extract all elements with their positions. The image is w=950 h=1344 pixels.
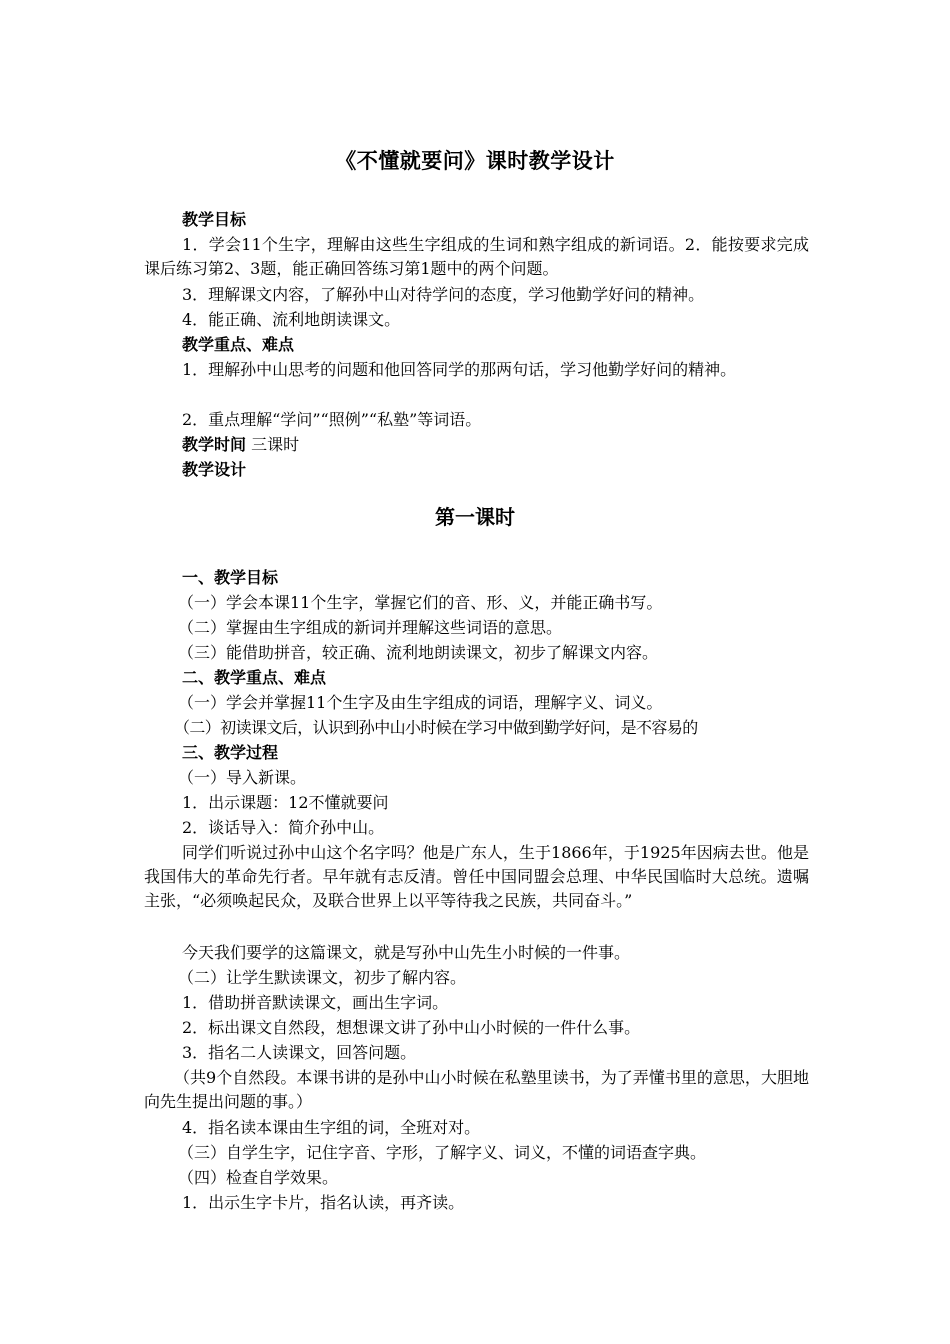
section-1-item-b: （二）掌握由生字组成的新词并理解这些词语的意思。 — [178, 618, 563, 637]
design-heading: 教学设计 — [182, 460, 247, 479]
objectives-item-4: 4．能正确、流利地朗读课文。 — [182, 310, 401, 329]
section-2-heading: 二、教学重点、难点 — [182, 668, 327, 687]
keypoints-heading: 教学重点、难点 — [182, 335, 295, 354]
keypoints-item-2: 2．重点理解“学问”“照例”“私塾”等词语。 — [182, 410, 482, 429]
lesson-title: 第一课时 — [435, 505, 515, 529]
section-2-item-b: （二）初读课文后，认识到孙中山小时候在学习中做到勤学好问，是不容易的 — [174, 718, 698, 737]
section-3-step-2-4: 4．指名读本课由生字组的词，全班对对。 — [182, 1118, 481, 1137]
section-3-step-1: （一）导入新课。 — [178, 768, 307, 787]
section-3-step-4: （四）检查自学效果。 — [178, 1168, 339, 1187]
section-3-step-3: （三）自学生字，记住字音、字形，了解字义、词义，不懂的词语查字典。 — [178, 1143, 707, 1162]
section-3-step-2-3: 3．指名二人读课文，回答问题。 — [182, 1043, 417, 1062]
section-3-step-1-1: 1．出示课题：12不懂就要问 — [182, 793, 389, 812]
document-title: 《不懂就要问》课时教学设计 — [335, 148, 615, 173]
teaching-time-label: 教学时间 — [182, 435, 247, 454]
section-3-step-2-2: 2．标出课文自然段，想想课文讲了孙中山小时候的一件什么事。 — [182, 1018, 641, 1037]
section-1-item-a: （一）学会本课11个生字，掌握它们的音、形、义，并能正确书写。 — [178, 593, 663, 612]
section-3-step-4-1: 1．出示生字卡片，指名认读，再齐读。 — [182, 1193, 465, 1212]
section-3-step-2-note: （共9个自然段。本课书讲的是孙中山小时候在私塾里读书，为了弄懂书里的意思，大胆地向先生提出问题的事。） — [144, 1068, 809, 1111]
section-3-step-1-2: 2．谈话导入：简介孙中山。 — [182, 818, 385, 837]
section-3-intro-paragraph: 同学们听说过孙中山这个名字吗？他是广东人，生于1866年，于1925年因病去世。他是我国伟大的革命先行者。早年就有志反清。曾任中国同盟会总理、中华民国临时大总统。遗嘱主张，“必须唤起民众，及联合世界上以平等待我之民族，共同奋斗。” — [144, 843, 809, 910]
section-2-item-a: （一）学会并掌握11个生字及由生字组成的词语，理解字义、词义。 — [178, 693, 663, 712]
teaching-time-value: 三课时 — [251, 435, 300, 454]
objectives-item-1-2: 1．学会11个生字，理解由这些生字组成的生词和熟字组成的新词语。2．能按要求完成课后练习第2、3题，能正确回答练习第1题中的两个问题。 — [144, 235, 809, 278]
objectives-item-3: 3．理解课文内容，了解孙中山对待学问的态度，学习他勤学好问的精神。 — [182, 285, 705, 304]
section-3-step-2: （二）让学生默读课文，初步了解内容。 — [178, 968, 467, 987]
section-1-item-c: （三）能借助拼音，较正确、流利地朗读课文，初步了解课文内容。 — [178, 643, 659, 662]
section-3-step-2-1: 1．借助拼音默读课文，画出生字词。 — [182, 993, 449, 1012]
section-1-heading: 一、教学目标 — [182, 568, 279, 587]
section-3-heading: 三、教学过程 — [182, 743, 279, 762]
teaching-time — [144, 433, 847, 457]
section-3-lead-paragraph: 今天我们要学的这篇课文，就是写孙中山先生小时候的一件事。 — [182, 943, 631, 962]
keypoints-item-1: 1．理解孙中山思考的问题和他回答同学的那两句话，学习他勤学好问的精神。 — [182, 360, 737, 379]
objectives-heading: 教学目标 — [182, 210, 247, 229]
